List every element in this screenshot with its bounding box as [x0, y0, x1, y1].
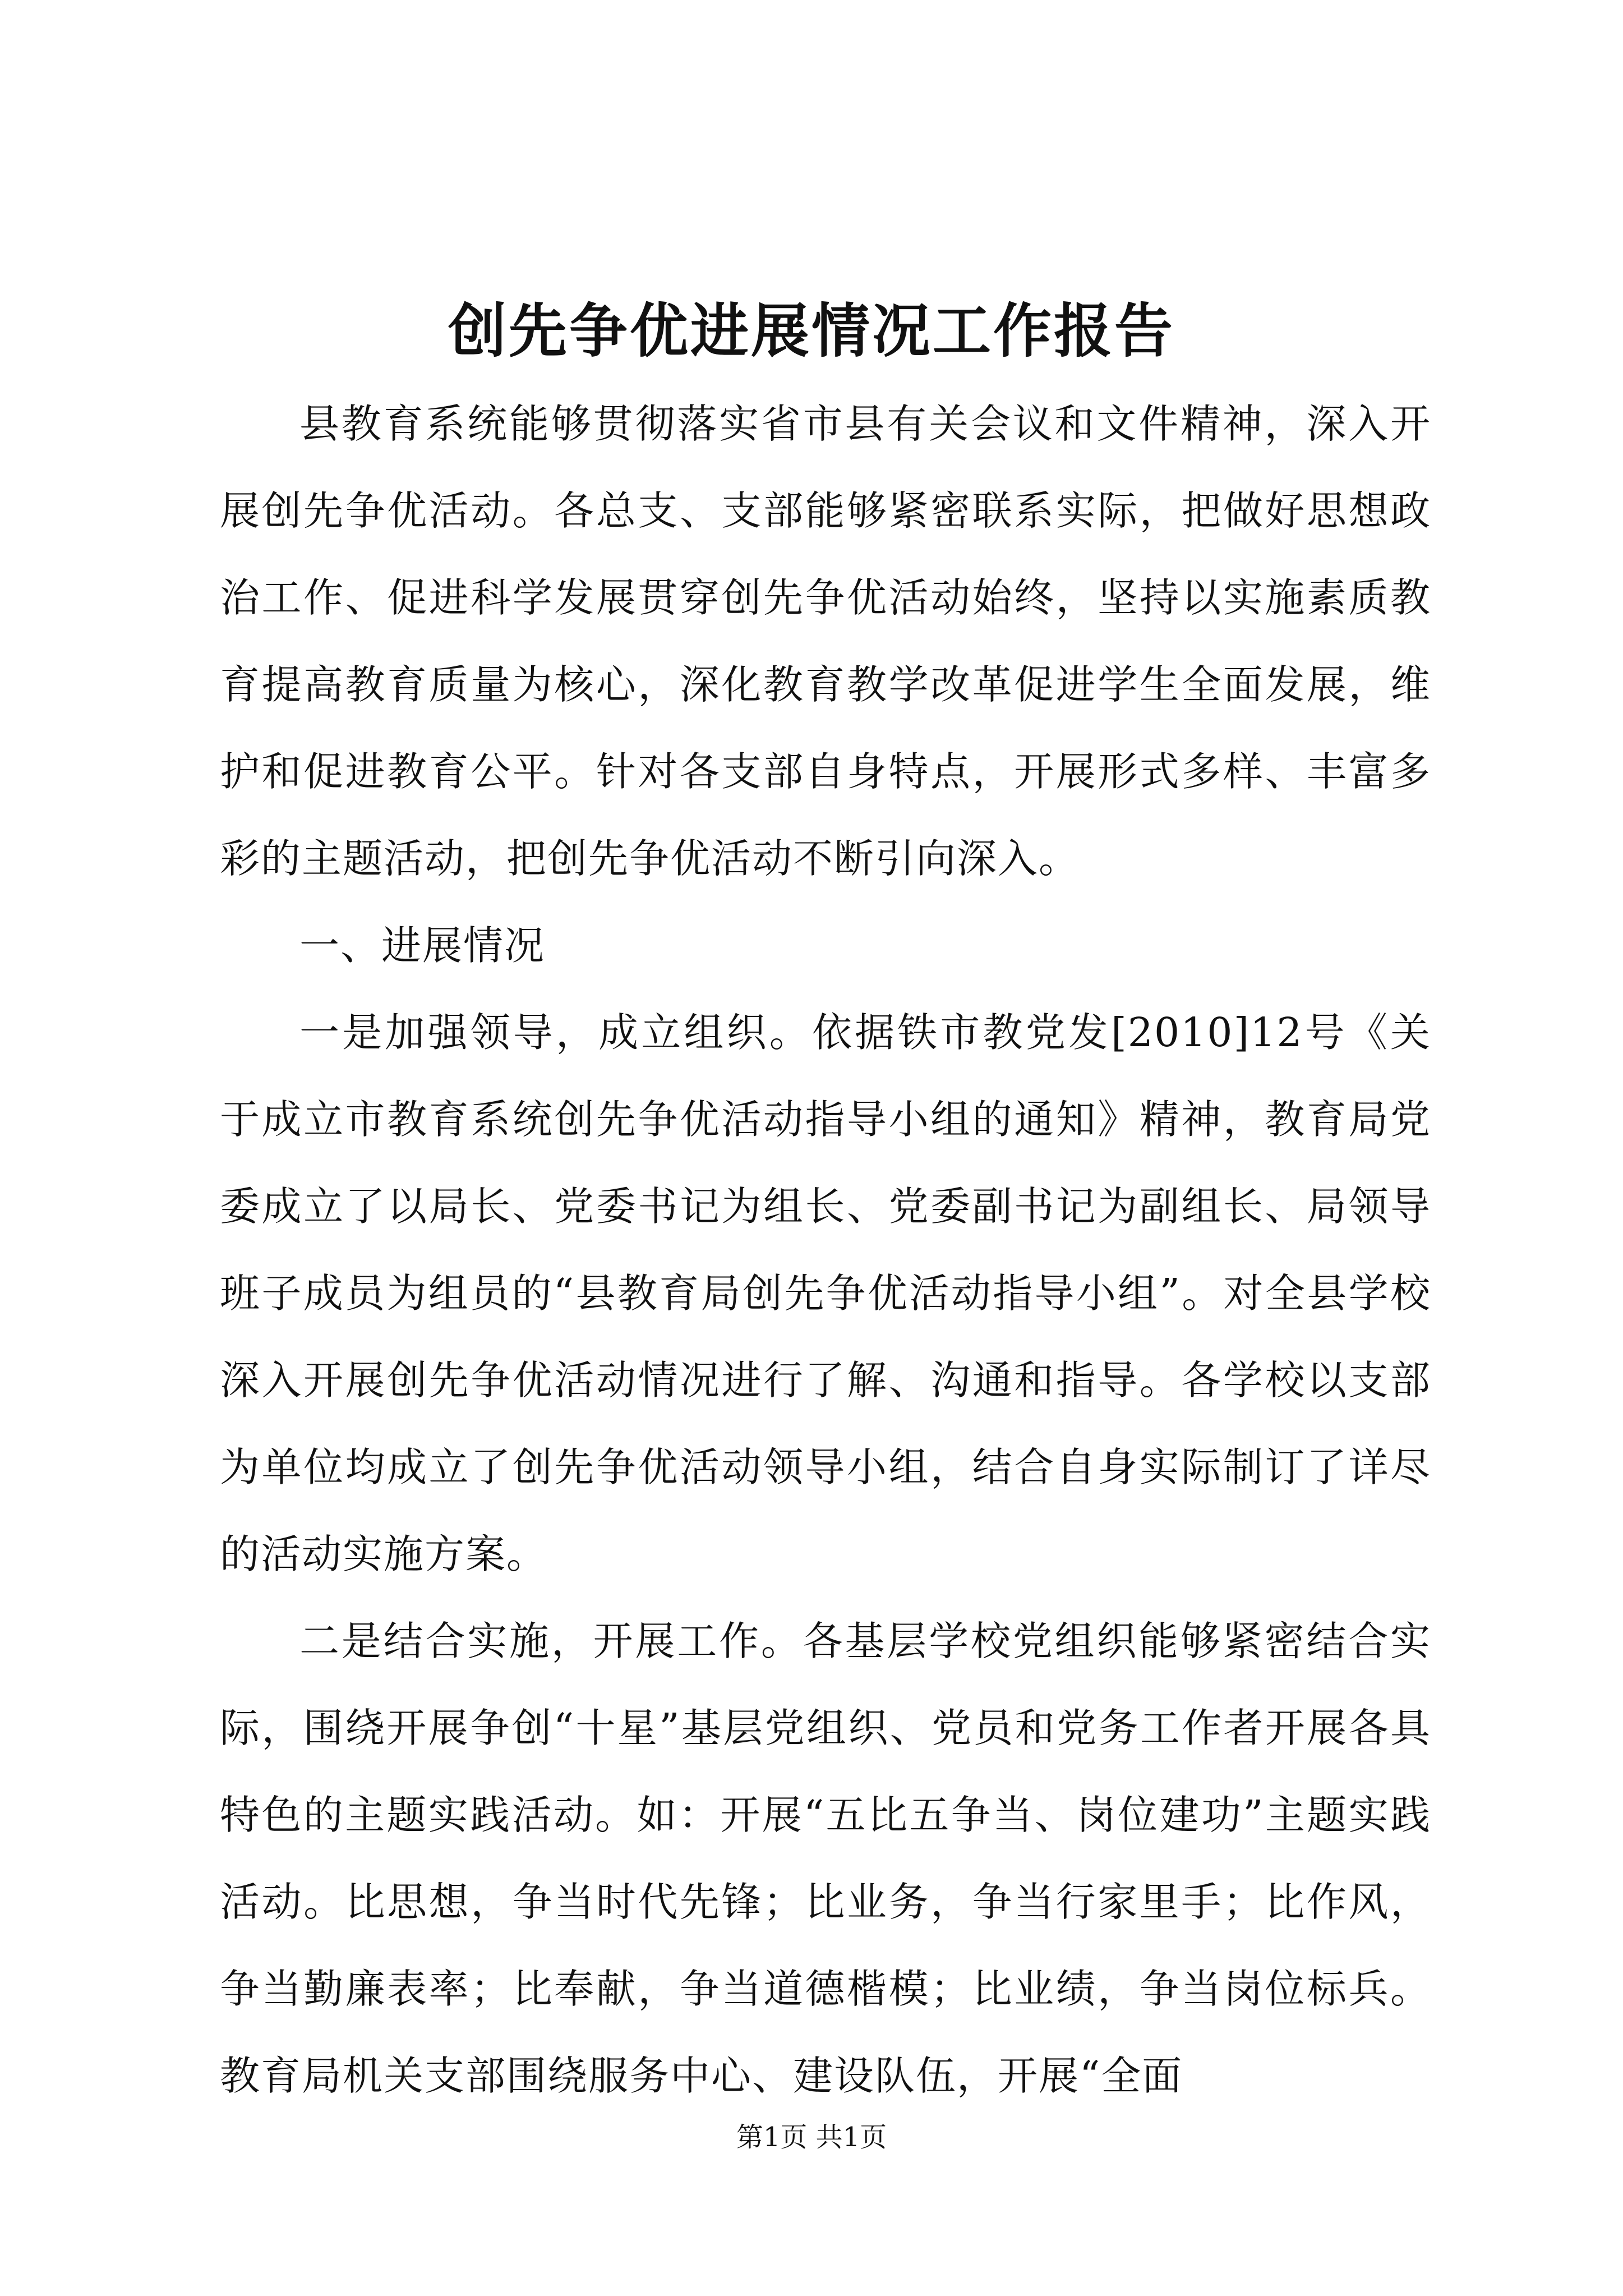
paragraph-implementation: 二是结合实施，开展工作。各基层学校党组织能够紧密结合实际，围绕开展争创“十星”基层党组织、党员和党务工作者开展各具特色的主题实践活动。如：开展“五比五争当、岗位建功”主题实践活动。比思想，争当时代先锋；比业务，争当行家里手；比作风，争当勤廉表率；比奉献，争当道德楷模；比业绩，争当岗位标兵。教育局机关支部围绕服务中心、建设队伍，开展“全面 [220, 1618, 1431, 2099]
paragraph-intro: 县教育系统能够贯彻落实省市县有关会议和文件精神，深入开展创先争优活动。各总支、支部能够紧密联系实际，把做好思想政治工作、促进科学发展贯穿创先争优活动始终，坚持以实施素质教育提高教育质量为核心，深化教育教学改革促进学生全面发展，维护和促进教育公平。针对各支部自身特点，开展形式多样、丰富多彩的主题活动，把创先争优活动不断引向深入。 [220, 401, 1431, 882]
paragraph-leadership: 一是加强领导，成立组织。依据铁市教党发[2010]12号《关于成立市教育系统创先争优活动指导小组的通知》精神，教育局党委成立了以局长、党委书记为组长、党委副书记为副组长、局领导班子成员为组员的“县教育局创先争优活动指导小组”。对全县学校深入开展创先争优活动情况进行了解、沟通和指导。各学校以支部为单位均成立了创先争优活动领导小组，结合自身实际制订了详尽的活动实施方案。 [220, 1009, 1431, 1577]
page-footer: 第1页 共1页 [736, 2122, 887, 2153]
document-title: 创先争优进展情况工作报告 [448, 296, 1175, 365]
section-heading-progress: 一、进展情况 [299, 922, 546, 969]
document-body [220, 380, 1431, 2119]
